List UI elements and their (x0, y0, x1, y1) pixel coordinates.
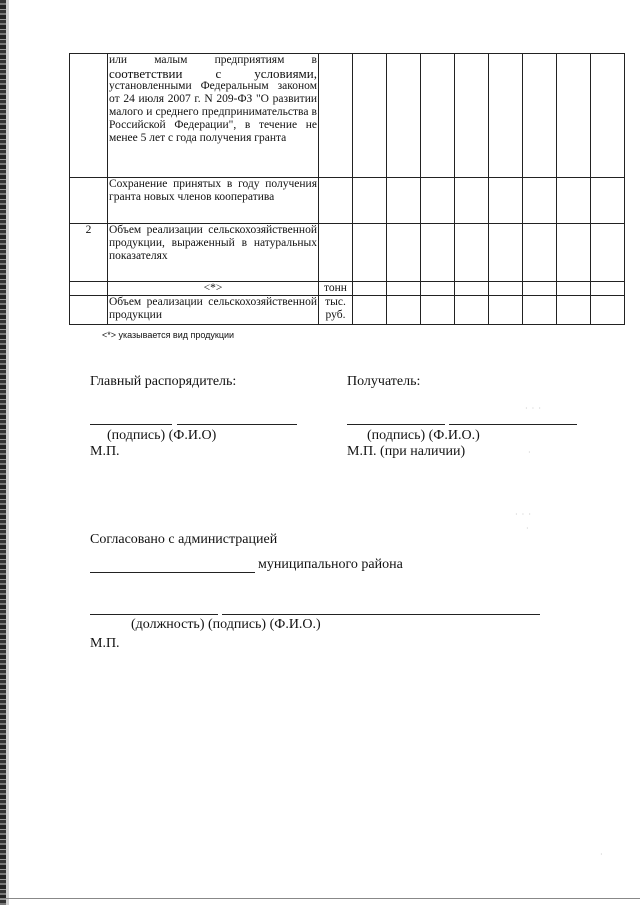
table-cell (387, 54, 421, 178)
table-row (70, 54, 625, 178)
table-cell (353, 54, 387, 178)
table-cell (557, 54, 591, 178)
scan-speck: · (528, 448, 532, 457)
table-cell-unit (319, 54, 353, 178)
table-row (70, 224, 625, 282)
right-party-title: Получатель: (347, 374, 421, 389)
table-cell (591, 54, 625, 178)
scan-speck: · · · (515, 510, 532, 519)
approval-title: Согласовано с администрацией (90, 532, 278, 547)
table-cell (489, 54, 523, 178)
left-signature-line (90, 424, 172, 425)
table-cell (591, 224, 625, 282)
table-cell (421, 54, 455, 178)
position-line (90, 614, 218, 615)
table-cell (557, 224, 591, 282)
approval-stamp-label: М.П. (90, 636, 120, 651)
right-stamp-label: М.П. (при наличии) (347, 444, 466, 459)
table-cell (455, 54, 489, 178)
table-cell-num (70, 178, 108, 224)
table-cell (489, 224, 523, 282)
table-cell (387, 224, 421, 282)
table-cell (353, 224, 387, 282)
table-cell (387, 296, 421, 325)
table-cell (523, 224, 557, 282)
signature-name-line (222, 614, 540, 615)
table-cell (489, 178, 523, 224)
table-footnote: <*> указывается вид продукции (102, 330, 235, 340)
scan-speck: · · · (525, 404, 542, 413)
table-cell (523, 282, 557, 296)
table-cell (455, 178, 489, 224)
scan-bottom-edge (0, 898, 640, 899)
table-cell-unit: тонн (319, 282, 353, 296)
table-cell (387, 282, 421, 296)
table-cell (591, 178, 625, 224)
district-label: муниципального района (258, 557, 403, 572)
table-cell-num: 2 (70, 224, 108, 282)
table-cell (523, 54, 557, 178)
table-cell-unit (319, 224, 353, 282)
right-signature-line (347, 424, 445, 425)
table-cell (591, 282, 625, 296)
table-cell-num (70, 296, 108, 325)
table-cell (387, 178, 421, 224)
table-row (70, 296, 625, 325)
table-cell (353, 296, 387, 325)
indicator-text-rest: установленными Федеральным законом от 24 июля 2007 г. N 209-ФЗ "О развитии малого и среднего предпринимательства в Российской Федерации", в течение не менее 5 лет с года получения гранта (109, 80, 317, 144)
indicators-table (69, 53, 625, 325)
table-cell-num (70, 282, 108, 296)
table-cell (557, 178, 591, 224)
left-signature-captions: (подпись) (Ф.И.О) (107, 428, 217, 443)
table-cell (523, 178, 557, 224)
table-cell-indicator (108, 54, 319, 178)
table-cell (455, 296, 489, 325)
table-cell-indicator: Объем реализации сельскохозяйственной продукции (108, 296, 319, 325)
indicator-text-line: соответствии с условиями, (109, 66, 317, 81)
table-cell (523, 296, 557, 325)
table-cell (557, 282, 591, 296)
table-cell (557, 296, 591, 325)
table-cell (353, 178, 387, 224)
left-name-line (177, 424, 297, 425)
table-cell (421, 178, 455, 224)
table-cell-num (70, 54, 108, 178)
table-cell-indicator: Объем реализации сельскохозяйственной продукции, выраженный в натуральных показателях (108, 224, 319, 282)
table-cell (489, 282, 523, 296)
indicator-text-line: или малым предприятиям в (109, 54, 317, 66)
table-cell-indicator: <*> (108, 282, 319, 296)
table-cell (421, 224, 455, 282)
left-party-title: Главный распорядитель: (90, 374, 237, 389)
table-cell (455, 282, 489, 296)
table-row (70, 282, 625, 296)
table-cell (353, 282, 387, 296)
scan-speck: · (526, 524, 530, 533)
table-cell-unit (319, 178, 353, 224)
table-cell (455, 224, 489, 282)
left-stamp-label: М.П. (90, 444, 120, 459)
table-cell-indicator: Сохранение принятых в году получения гранта новых членов кооператива (108, 178, 319, 224)
table-cell (591, 296, 625, 325)
table-cell (421, 282, 455, 296)
approval-captions: (должность) (подпись) (Ф.И.О.) (131, 617, 321, 632)
scan-edge-shade (6, 0, 9, 905)
table-cell (489, 296, 523, 325)
right-name-line (449, 424, 577, 425)
table-cell-unit: тыс. руб. (319, 296, 353, 325)
table-row (70, 178, 625, 224)
table-cell (421, 296, 455, 325)
scan-speck: · (600, 850, 604, 859)
right-signature-captions: (подпись) (Ф.И.О.) (367, 428, 480, 443)
district-name-line (90, 572, 255, 573)
